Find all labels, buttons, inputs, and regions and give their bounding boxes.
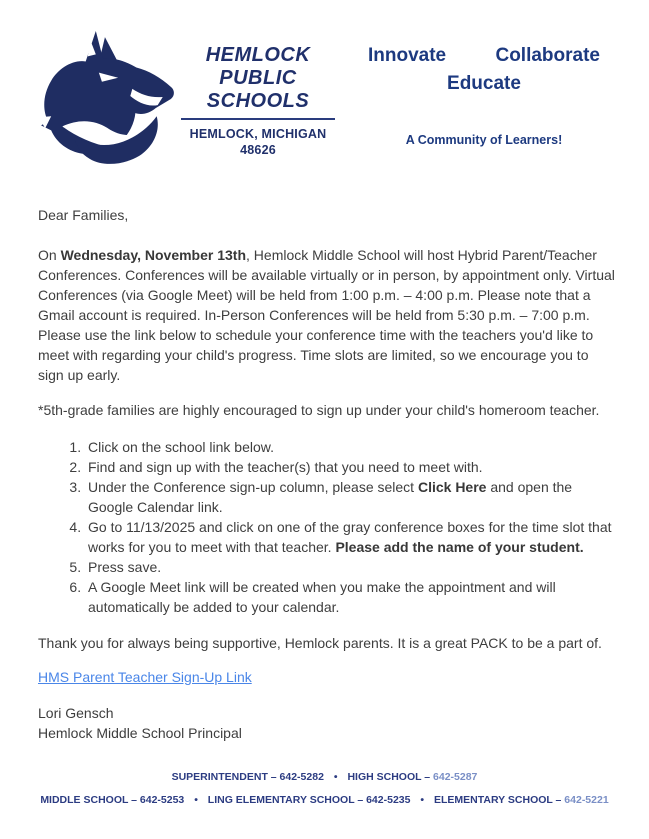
footer-contacts (0, 766, 649, 812)
footer-line-2 (0, 789, 649, 812)
signature-title: Hemlock Middle School Principal (38, 725, 242, 741)
motto-word-educate: Educate (447, 73, 521, 94)
instruction-step-6 (85, 577, 616, 617)
community-tagline: A Community of Learners! (405, 133, 563, 147)
instruction-step-2 (85, 457, 616, 477)
bullet-separator: • (194, 794, 198, 806)
signup-link-line (38, 667, 616, 687)
ling-elementary-label: LING ELEMENTARY SCHOOL – (207, 794, 367, 806)
middle-school-phone: 642-5253 (139, 794, 185, 806)
step-text: Find and sign up with the teacher(s) that you need to meet with. (88, 459, 483, 475)
footer-line-1 (0, 766, 649, 789)
step-text: Go to 11/13/2025 and click on one of the gray conference boxes for the time slot that works for you to meet with that teacher. (88, 519, 612, 555)
motto-line-1 (368, 44, 600, 68)
salutation: Dear Families, (38, 207, 129, 223)
motto-word-innovate: Innovate (368, 45, 447, 66)
signature-name: Lori Gensch (38, 705, 114, 721)
instruction-step-3 (85, 477, 616, 517)
step-text: and open the Google Calendar link. (88, 479, 573, 515)
school-location (181, 126, 335, 158)
step-text: A Google Meet link will be created when you make the appointment and will automatically be added to your calendar. (88, 579, 556, 615)
intro-rest: , Hemlock Middle School will host Hybrid Parent/Teacher Conferences. Conferences will be available virtually or in person, by appointment only. Virtual Conferences (via Google Meet) will be held from 1:00 p.m. – 4:00 p.m. Please note that a Gmail account is required. In-Person Conferences will be held from 5:30 p.m. – 7:00 p.m. Please use the link below to schedule your conference time with the teachers you'd like to meet with regarding your child's progress. Time slots are limited, so we encourage you to sign up early. (38, 247, 615, 383)
instruction-step-5 (85, 557, 616, 577)
fifth-grade-note: *5th-grade families are highly encouraged to sign up under your child's homeroom teacher. (38, 402, 600, 418)
step-text: Under the Conference sign-up column, please select (88, 479, 418, 495)
conference-date-bold: Wednesday, November 13th (60, 247, 247, 263)
superintendent-phone: 642-5282 (279, 771, 324, 783)
husky-logo-icon (38, 28, 180, 172)
elementary-label: ELEMENTARY SCHOOL – (434, 794, 565, 806)
instruction-step-1 (85, 437, 616, 457)
letter-body (38, 205, 616, 743)
school-city-state: HEMLOCK, MICHIGAN (189, 127, 327, 141)
superintendent-label: SUPERINTENDENT – (171, 771, 280, 783)
school-name-block (181, 44, 335, 158)
step-bold-text: Please add the name of your student. (335, 539, 584, 555)
thanks-paragraph: Thank you for always being supportive, Hemlock parents. It is a great PACK to be a part of. (38, 635, 602, 651)
high-school-label: HIGH SCHOOL – (347, 771, 434, 783)
step-text: Click on the school link below. (88, 439, 274, 455)
instruction-step-4 (85, 517, 616, 557)
school-name-line: PUBLIC (219, 67, 297, 89)
school-zip: 48626 (240, 143, 276, 157)
header-divider-line (181, 118, 335, 120)
motto-word-collaborate: Collaborate (495, 45, 600, 66)
hms-signup-link[interactable]: HMS Parent Teacher Sign-Up Link (38, 669, 252, 685)
school-name-line: SCHOOLS (206, 90, 310, 112)
middle-school-label: MIDDLE SCHOOL – (40, 794, 140, 806)
bullet-separator: • (420, 794, 425, 806)
intro-prefix: On (38, 247, 61, 263)
motto-block (368, 44, 600, 96)
school-name (181, 44, 335, 113)
elementary-phone-link[interactable]: 642-5221 (564, 794, 609, 806)
bullet-separator: • (333, 771, 338, 783)
ling-elementary-phone: 642-5235 (366, 794, 411, 806)
instructions-list (38, 437, 616, 617)
step-text: Press save. (88, 559, 162, 575)
step-bold-text: Click Here (417, 479, 487, 495)
high-school-phone-link[interactable]: 642-5287 (433, 771, 478, 783)
intro-paragraph (38, 245, 616, 385)
school-name-line: HEMLOCK (205, 44, 311, 66)
